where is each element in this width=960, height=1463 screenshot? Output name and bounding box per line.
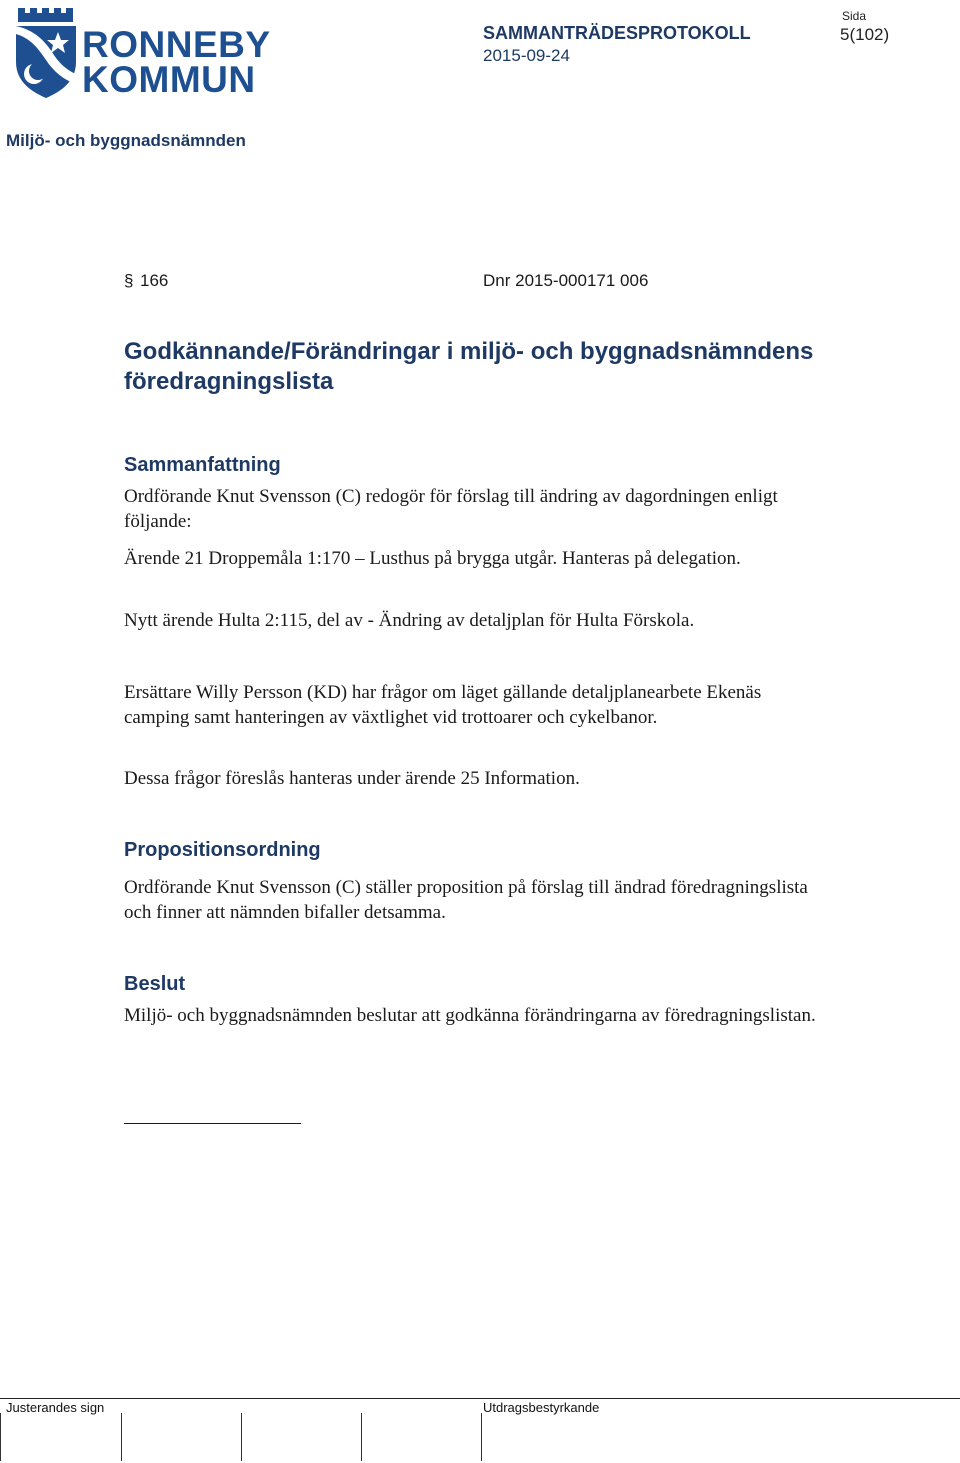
utdragsbestyrkande-label: Utdragsbestyrkande: [483, 1400, 600, 1415]
decision-heading: Beslut: [124, 973, 186, 995]
brand-name-line2: KOMMUN: [82, 59, 256, 100]
page-label: Sida: [842, 9, 867, 23]
proposition-paragraph: Ordförande Knut Svensson (C) ställer proposition på förslag till ändrad föredragningslista och finner att nämnden bifaller detsamma.: [124, 877, 808, 923]
decision-paragraph: Miljö- och byggnadsnämnden beslutar att godkänna förändringarna av föredragningslistan.: [124, 1005, 816, 1026]
summary-paragraph-3: Nytt ärende Hulta 2:115, del av - Ändring av detaljplan för Hulta Förskola.: [124, 610, 695, 631]
summary-heading: Sammanfattning: [124, 454, 281, 476]
document-title: SAMMANTRÄDESPROTOKOLL: [483, 23, 751, 43]
paragraph-sign: §: [124, 271, 134, 290]
committee-name: Miljö- och byggnadsnämnden: [6, 131, 246, 150]
summary-paragraph-1: Ordförande Knut Svensson (C) redogör för förslag till ändring av dagordningen enligt följande:: [124, 486, 778, 532]
summary-paragraph-5: Dessa frågor föreslås hanteras under ärende 25 Information.: [124, 768, 580, 789]
case-number: 166: [140, 271, 169, 290]
signature-box-divider: [361, 1413, 362, 1461]
end-rule: [124, 1123, 301, 1124]
signature-box-divider: [241, 1413, 242, 1461]
signature-box-divider: [121, 1413, 122, 1461]
signature-box-divider: [481, 1413, 482, 1461]
case-heading: Godkännande/Förändringar i miljö- och byggnadsnämndens föredragningslista: [124, 338, 814, 395]
dnr-number: Dnr 2015-000171 006: [483, 271, 649, 290]
document-date: 2015-09-24: [483, 46, 570, 65]
justerandes-sign-label: Justerandes sign: [6, 1400, 105, 1415]
signature-box-divider: [0, 1413, 1, 1461]
summary-paragraph-4: Ersättare Willy Persson (KD) har frågor om läget gällande detaljplanearbete Ekenäs camping samt hanteringen av växtlighet vid trottoarer och cykelbanor.: [124, 682, 762, 728]
footer-rule: [0, 1398, 960, 1399]
coat-of-arms-logo: [12, 4, 80, 100]
summary-paragraph-2: Ärende 21 Droppemåla 1:170 – Lusthus på brygga utgår. Hanteras på delegation.: [124, 548, 741, 569]
proposition-heading: Propositionsordning: [124, 839, 321, 861]
brand-name-line1: RONNEBY: [82, 24, 271, 65]
page-number: 5(102): [840, 25, 890, 44]
